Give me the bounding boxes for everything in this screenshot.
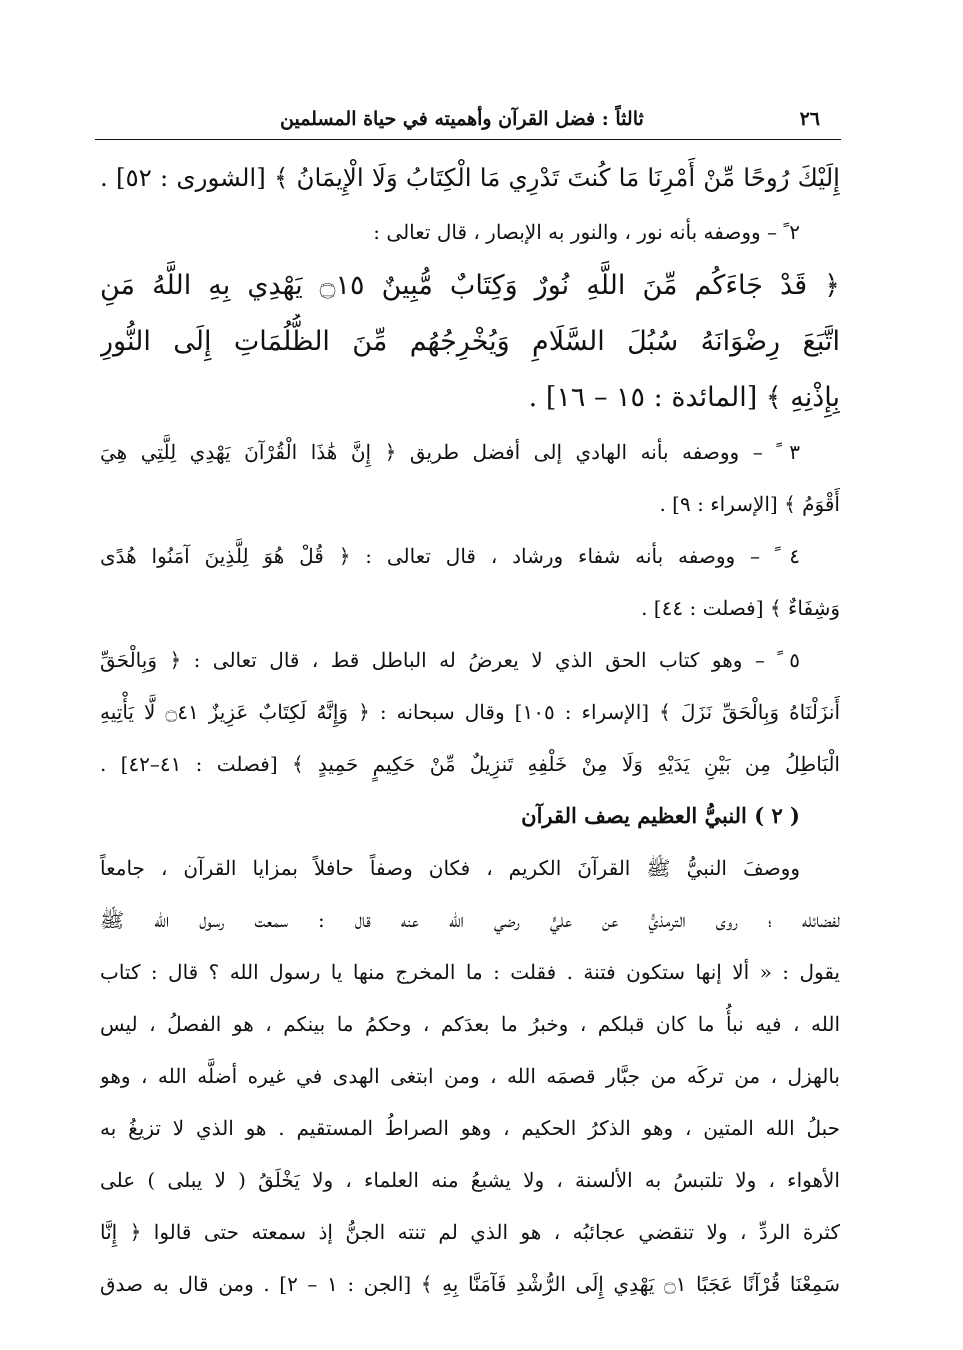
text-line-16: يقول : « ألا إنها ستكون فتنة . فقلت : ما المخرج منها يا رسول الله ؟ قال : كتاب — [100, 960, 840, 984]
text-line-12: الْبَاطِلُ مِن بَيْنِ يَدَيْهِ وَلَا مِنْ خَلْفِهِ تَنزِيلٌ مِّنْ حَكِيمٍ حَمِيدٍ ﴾ [فصلت : ٤١–٤٢] . — [100, 752, 840, 776]
header-rule — [95, 139, 841, 140]
text-line-7: أَقْوَمُ ﴾ [الإسراء : ٩] . — [659, 492, 840, 516]
text-line-3: ﴿ قَدْ جَاءَكُم مِّنَ اللَّهِ نُورٌ وَكِتَابٌ مُّبِينٌ ۝١٥ يَهْدِي بِهِ اللَّهُ مَنِ — [100, 270, 840, 301]
text-line-19: حبلُ الله المتين ، وهو الذكرُ الحكيم ، وهو الصراطُ المستقيم . هو الذي لا تزيغُ به — [100, 1116, 840, 1140]
section-heading: ( ٢ ) النبيُّ العظيم يصف القرآن — [521, 803, 800, 828]
text-line-10: ٥ ً – وهو كتاب الحق الذي لا يعرضُ له الباطل قط ، قال تعالى : ﴿ وَبِالْحَقِّ — [100, 648, 800, 672]
text-line-5: بِإِذْنِهِ ﴾ [المائدة : ١٥ – ١٦] . — [528, 382, 840, 413]
text-line-21: كثرة الردِّ ، ولا تنقضي عجائبُه ، هو الذي لم تنته الجنُّ إذ سمعته حتى قالوا ﴿ إِنَّا — [100, 1220, 840, 1244]
text-line-14: ووصفَ النبيُّ ﷺ القرآنَ الكريم ، فكان وصفاً حافلاً بمزايا القرآن ، جامعاً — [100, 856, 800, 880]
text-line-11: أَنزَلْنَاهُ وَبِالْحَقِّ نَزَلَ ﴾ [الإسراء : ١٠٥] وقال سبحانه : ﴿ وَإِنَّهُ لَكِتَابٌ عَزِيزٌ ۝٤١ لَّا يَأْتِيهِ — [100, 700, 840, 724]
page-number: ٢٦ — [799, 108, 820, 130]
text-line-6: ٣ ً – ووصفه بأنه الهادي إلى أفضل طريق ﴿ إِنَّ هَٰذَا الْقُرْآنَ يَهْدِي لِلَّتِي هِيَ — [100, 440, 800, 464]
running-header — [100, 92, 840, 130]
text-line-17: الله ، فيه نبأُ ما كان قبلكم ، وخبرُ ما بعدَكم ، وحكمُ ما بينكم ، هو الفصلُ ، ليس — [100, 1012, 840, 1036]
text-line-2: ٢ ً – ووصفه بأنه نور ، والنور به الإبصار ، قال تعالى : — [373, 220, 800, 244]
text-line-22: سَمِعْنَا قُرْآنًا عَجَبًا ۝١ يَهْدِي إِلَى الرُّشْدِ فَآمَنَّا بِهِ ﴾ [الجن : ١ – ٢] . ومن قال به صدق — [100, 1272, 840, 1296]
text-line-4: اتَّبَعَ رِضْوَانَهُ سُبُلَ السَّلَامِ وَيُخْرِجُهُم مِّنَ الظُّلُمَاتِ إِلَى النُّورِ — [100, 326, 840, 357]
text-line-20: الأهواء ، ولا تلتبسُ به الألسنة ، ولا يشبعُ منه العلماء ، ولا يَخْلَقُ ( لا يبلى ) على — [100, 1168, 840, 1192]
text-line-18: بالهزل ، من تركَه من جبَّار قصمَه الله ، ومن ابتغى الهدى في غيره أضلَّه الله ، وهو — [100, 1064, 840, 1088]
running-title: ثالثاً : فضل القرآن وأهميته في حياة المسلمين — [280, 108, 644, 130]
text-line-8: ٤ ً – ووصفه بأنه شفاء ورشاد ، قال تعالى : ﴿ قُلْ هُوَ لِلَّذِينَ آمَنُوا هُدًى — [100, 544, 800, 568]
text-line-9: وَشِفَاءٌ ﴾ [فصلت : ٤٤] . — [641, 596, 840, 620]
text-line-1: إِلَيْكَ رُوحًا مِّنْ أَمْرِنَا مَا كُنتَ تَدْرِي مَا الْكِتَابُ وَلَا الْإِيمَانُ ﴾ [الشورى : ٥٢] . — [100, 163, 840, 192]
text-line-15: لفضائله ؛ روى الترمذيُّ عن عليٍّ رضي الله عنه قال : سمعت رسول الله ﷺ — [100, 908, 840, 932]
body-text — [100, 150, 840, 1310]
